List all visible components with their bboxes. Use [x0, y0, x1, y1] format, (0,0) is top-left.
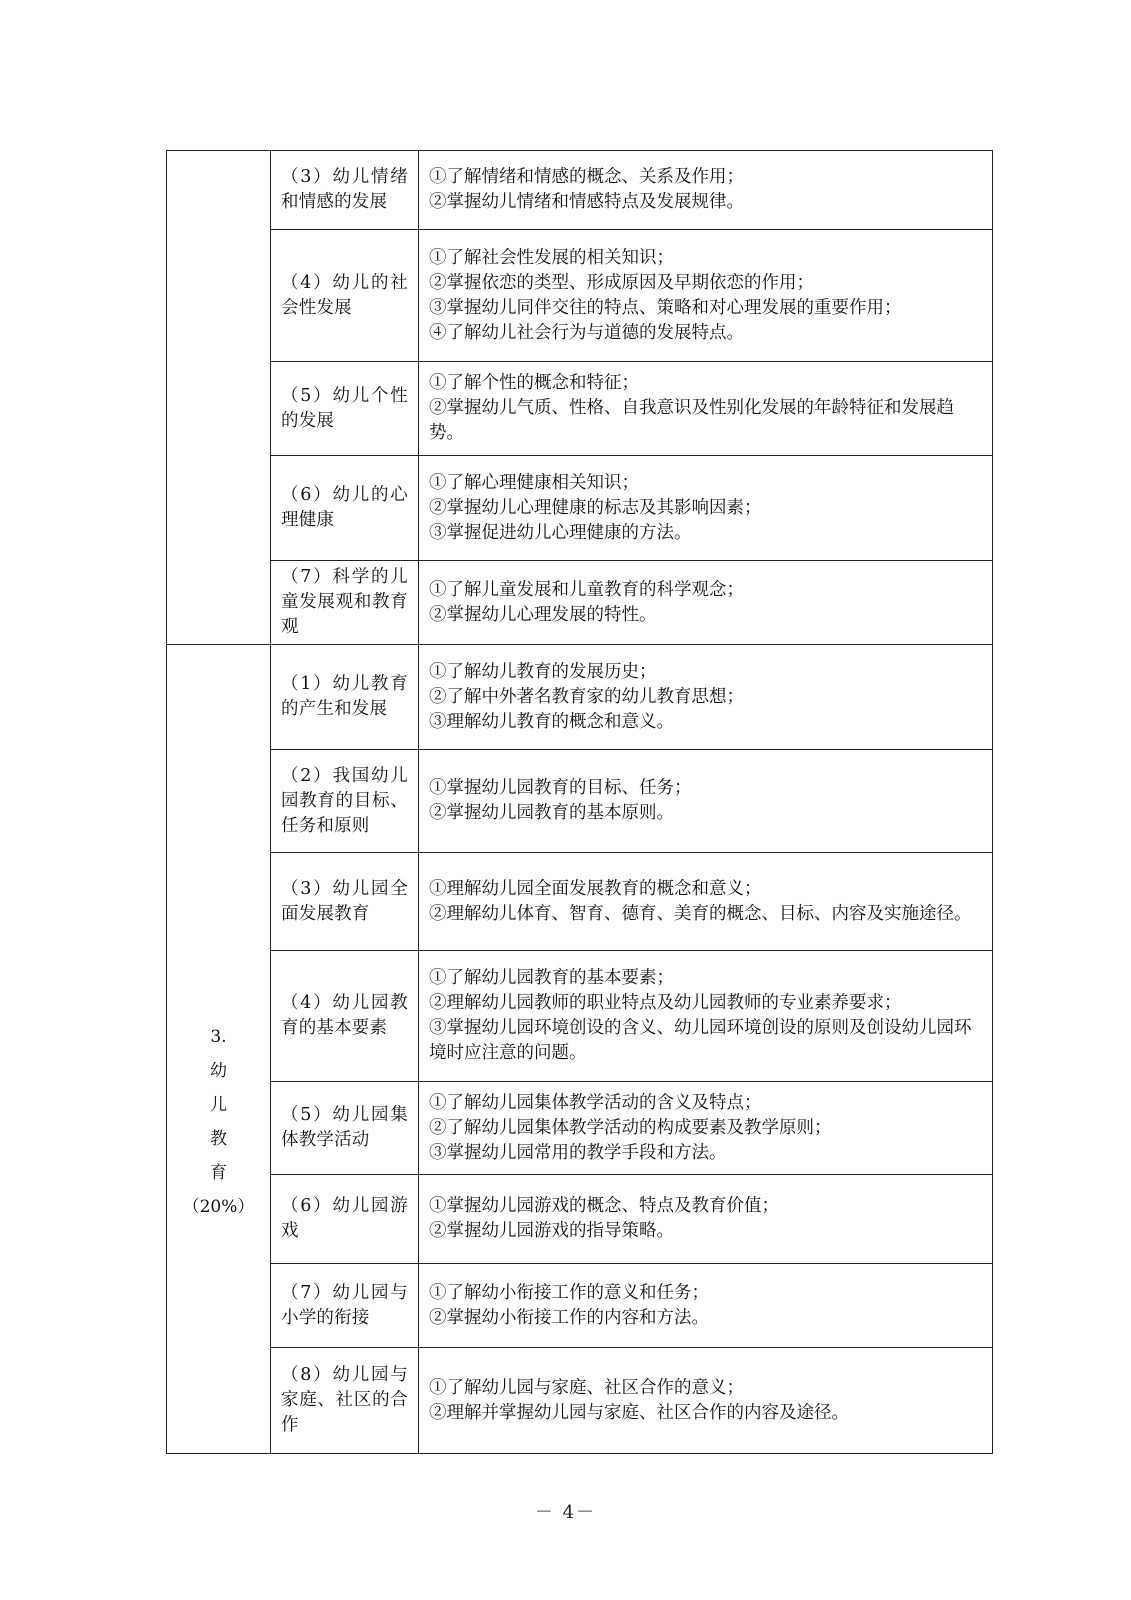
requirement-item: ②理解幼儿园教师的职业特点及幼儿园教师的专业素养要求；: [429, 993, 902, 1013]
requirements-cell: [419, 1082, 993, 1175]
category-char: 育: [210, 1163, 227, 1183]
requirement-item: ①了解社会性发展的相关知识；: [429, 247, 674, 268]
requirement-item: ①了解幼小衔接工作的意义和任务；: [429, 1282, 709, 1303]
requirements-cell: [419, 230, 993, 362]
requirement-item: ①了解幼儿教育的发展历史；: [429, 661, 657, 682]
table-row: [167, 1348, 993, 1454]
table-row: [167, 456, 993, 561]
requirements-cell: [419, 1264, 993, 1348]
requirement-item: ①了解情绪和情感的概念、关系及作用；: [429, 167, 744, 187]
requirement-item: ①了解儿童发展和儿童教育的科学观念；: [429, 579, 744, 600]
requirements-cell: [419, 1175, 993, 1264]
requirement-item: ①了解幼儿园与家庭、社区合作的意义；: [429, 1377, 744, 1398]
requirement-item: ③理解幼儿教育的概念和意义。: [429, 711, 674, 732]
requirements-cell: [419, 151, 993, 230]
requirements-cell: [419, 1348, 993, 1454]
syllabus-table-body: [167, 151, 993, 1454]
requirement-item: ②掌握幼儿气质、性格、自我意识及性别化发展的年龄特征和发展趋势。: [429, 398, 954, 443]
category-label: [177, 1020, 260, 1224]
requirements-cell: [419, 561, 993, 645]
requirement-item: ②掌握幼小衔接工作的内容和方法。: [429, 1307, 709, 1328]
requirement-item: ③掌握幼儿园常用的教学手段和方法。: [429, 1142, 727, 1163]
category-char: 幼: [210, 1061, 227, 1081]
requirement-item: ②理解幼儿体育、智育、德育、美育的概念、目标、内容及实施途径。: [429, 903, 972, 924]
table-row: [167, 853, 993, 951]
category-number: 3.: [210, 1027, 227, 1047]
category-char: 教: [210, 1129, 227, 1149]
category-cell-continued: [167, 151, 271, 645]
table-row: [167, 951, 993, 1082]
requirement-item: ②掌握幼儿园教育的基本原则。: [429, 803, 674, 823]
syllabus-table: [166, 150, 993, 1454]
requirement-item: ②掌握幼儿情绪和情感特点及发展规律。: [429, 192, 744, 212]
table-row: [167, 645, 993, 750]
requirement-item: ①掌握幼儿园教育的目标、任务；: [429, 778, 692, 798]
requirement-item: ④了解幼儿社会行为与道德的发展特点。: [429, 322, 744, 343]
requirement-item: ①了解幼儿园教育的基本要素；: [429, 968, 674, 988]
table-row: [167, 362, 993, 456]
requirement-item: ③掌握促进幼儿心理健康的方法。: [429, 522, 692, 543]
requirement-item: ①了解幼儿园集体教学活动的含义及特点；: [429, 1092, 762, 1113]
category-cell: [167, 645, 271, 1454]
requirement-item: ③掌握幼儿同伴交往的特点、策略和对心理发展的重要作用；: [429, 297, 902, 318]
requirements-cell: [419, 853, 993, 951]
topic-cell: （5）幼儿个性的发展: [271, 362, 419, 456]
topic-cell: （7）幼儿园与小学的衔接: [271, 1264, 419, 1348]
topic-cell: （6）幼儿的心理健康: [271, 456, 419, 561]
requirements-cell: [419, 645, 993, 750]
table-row: [167, 151, 993, 230]
topic-cell: （6）幼儿园游戏: [271, 1175, 419, 1264]
category-char: 儿: [210, 1095, 227, 1115]
table-row: [167, 750, 993, 853]
requirement-item: ①了解个性的概念和特征；: [429, 373, 639, 393]
requirement-item: ③掌握幼儿园环境创设的含义、幼儿园环境创设的原则及创设幼儿园环境时应注意的问题。: [429, 1018, 972, 1063]
topic-cell: （2）我国幼儿园教育的目标、任务和原则: [271, 750, 419, 853]
requirement-item: ②掌握幼儿心理发展的特性。: [429, 604, 657, 625]
requirement-item: ①理解幼儿园全面发展教育的概念和意义；: [429, 878, 762, 899]
requirement-item: ②掌握幼儿园游戏的指导策略。: [429, 1221, 674, 1241]
page-number: － 4－: [534, 1502, 597, 1523]
requirement-item: ②了解幼儿园集体教学活动的构成要素及教学原则；: [429, 1117, 832, 1138]
requirement-item: ②了解中外著名教育家的幼儿教育思想；: [429, 686, 744, 707]
table-row: [167, 561, 993, 645]
requirement-item: ②掌握依恋的类型、形成原因及早期依恋的作用；: [429, 272, 814, 293]
table-row: [167, 1082, 993, 1175]
requirements-cell: [419, 951, 993, 1082]
requirement-item: ②掌握幼儿心理健康的标志及其影响因素；: [429, 497, 762, 518]
topic-cell: （4）幼儿园教育的基本要素: [271, 951, 419, 1082]
requirement-item: ①掌握幼儿园游戏的概念、特点及教育价值；: [429, 1196, 779, 1216]
topic-cell: （8）幼儿园与家庭、社区的合作: [271, 1348, 419, 1454]
requirement-item: ①了解心理健康相关知识；: [429, 472, 639, 493]
topic-cell: （5）幼儿园集体教学活动: [271, 1082, 419, 1175]
requirements-cell: [419, 750, 993, 853]
topic-cell: （7）科学的儿童发展观和教育观: [271, 561, 419, 645]
topic-cell: （3）幼儿园全面发展教育: [271, 853, 419, 951]
requirements-cell: [419, 362, 993, 456]
requirements-cell: [419, 456, 993, 561]
category-weight: （20%）: [182, 1197, 255, 1217]
table-row: [167, 230, 993, 362]
topic-cell: （1）幼儿教育的产生和发展: [271, 645, 419, 750]
requirement-item: ②理解并掌握幼儿园与家庭、社区合作的内容及途径。: [429, 1402, 849, 1423]
table-row: [167, 1175, 993, 1264]
topic-cell: （4）幼儿的社会性发展: [271, 230, 419, 362]
topic-cell: （3）幼儿情绪和情感的发展: [271, 151, 419, 230]
table-row: [167, 1264, 993, 1348]
